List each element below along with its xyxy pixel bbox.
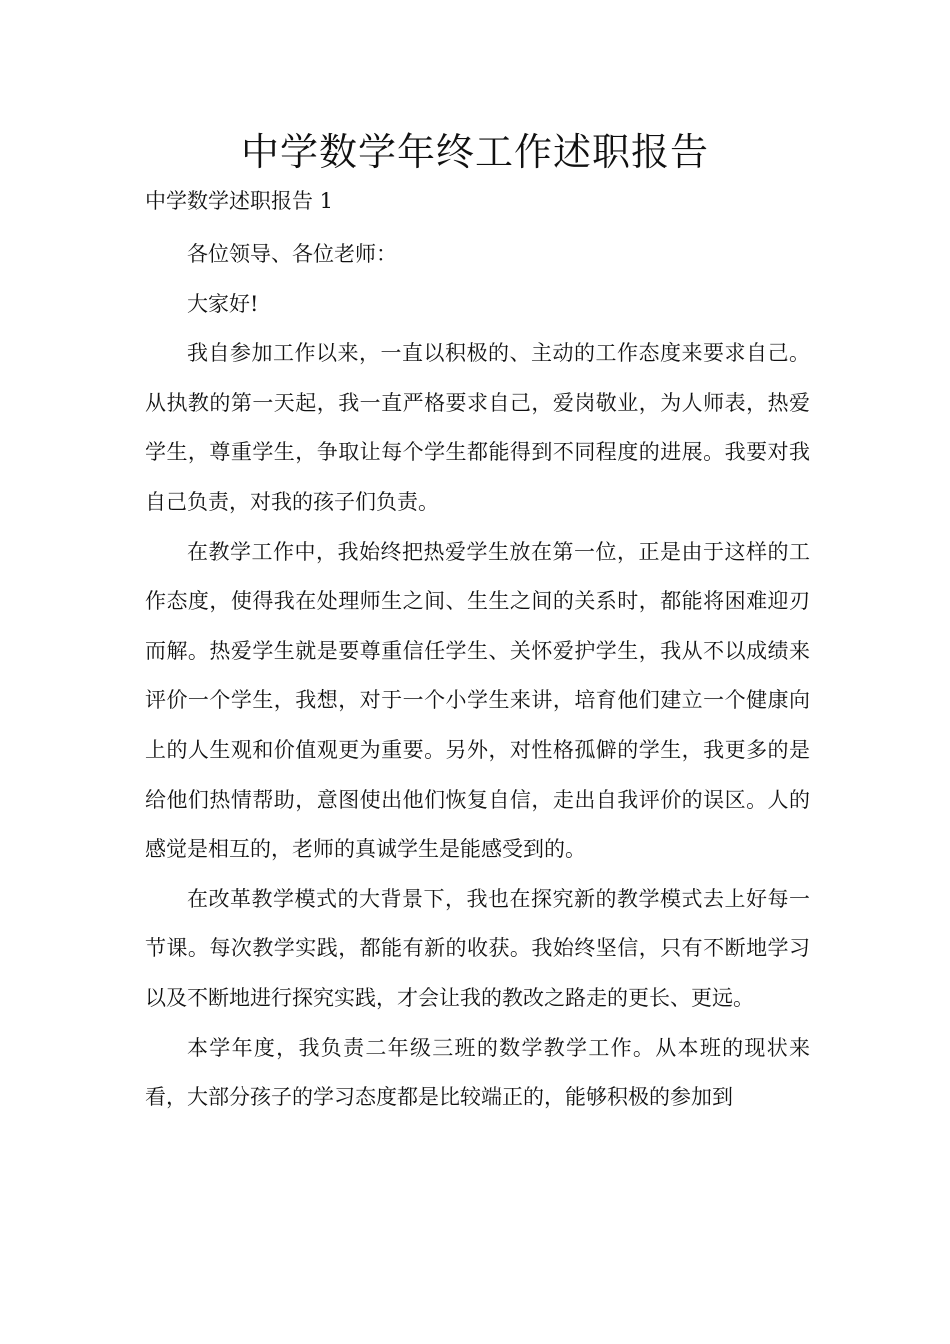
body-paragraph: 我自参加工作以来，一直以积极的、主动的工作态度来要求自己。从执教的第一天起，我一直严格要求自己，爱岗敬业，为人师表，热爱学生，尊重学生，争取让每个学生都能得到不同程度的进展。我要对我自己负责，对我的孩子们负责。 bbox=[145, 341, 810, 514]
body-paragraph: 本学年度，我负责二年级三班的数学教学工作。从本班的现状来看，大部分孩子的学习态度都是比较端正的，能够积极的参加到 bbox=[145, 1035, 810, 1110]
document-body bbox=[145, 230, 810, 1123]
greeting-paragraph: 各位领导、各位老师： bbox=[187, 242, 397, 266]
body-paragraph: 在教学工作中，我始终把热爱学生放在第一位，正是由于这样的工作态度，使得我在处理师生之间、生生之间的关系时，都能将困难迎刃而解。热爱学生就是要尊重信任学生、关怀爱护学生，我从不以成绩来评价一个学生，我想，对于一个小学生来讲，培育他们建立一个健康向上的人生观和价值观更为重要。另外，对性格孤僻的学生，我更多的是给他们热情帮助，意图使出他们恢复自信，走出自我评价的误区。人的感觉是相互的，老师的真诚学生是能感受到的。 bbox=[145, 539, 810, 862]
salutation-paragraph: 大家好! bbox=[187, 291, 259, 316]
body-paragraph: 在改革教学模式的大背景下，我也在探究新的教学模式去上好每一节课。每次教学实践，都能有新的收获。我始终坚信，只有不断地学习以及不断地进行探究实践，才会让我的教改之路走的更长、更远。 bbox=[145, 886, 810, 1010]
document-subtitle: 中学数学述职报告 1 bbox=[145, 189, 334, 213]
document-title: 中学数学年终工作述职报告 bbox=[240, 130, 709, 174]
